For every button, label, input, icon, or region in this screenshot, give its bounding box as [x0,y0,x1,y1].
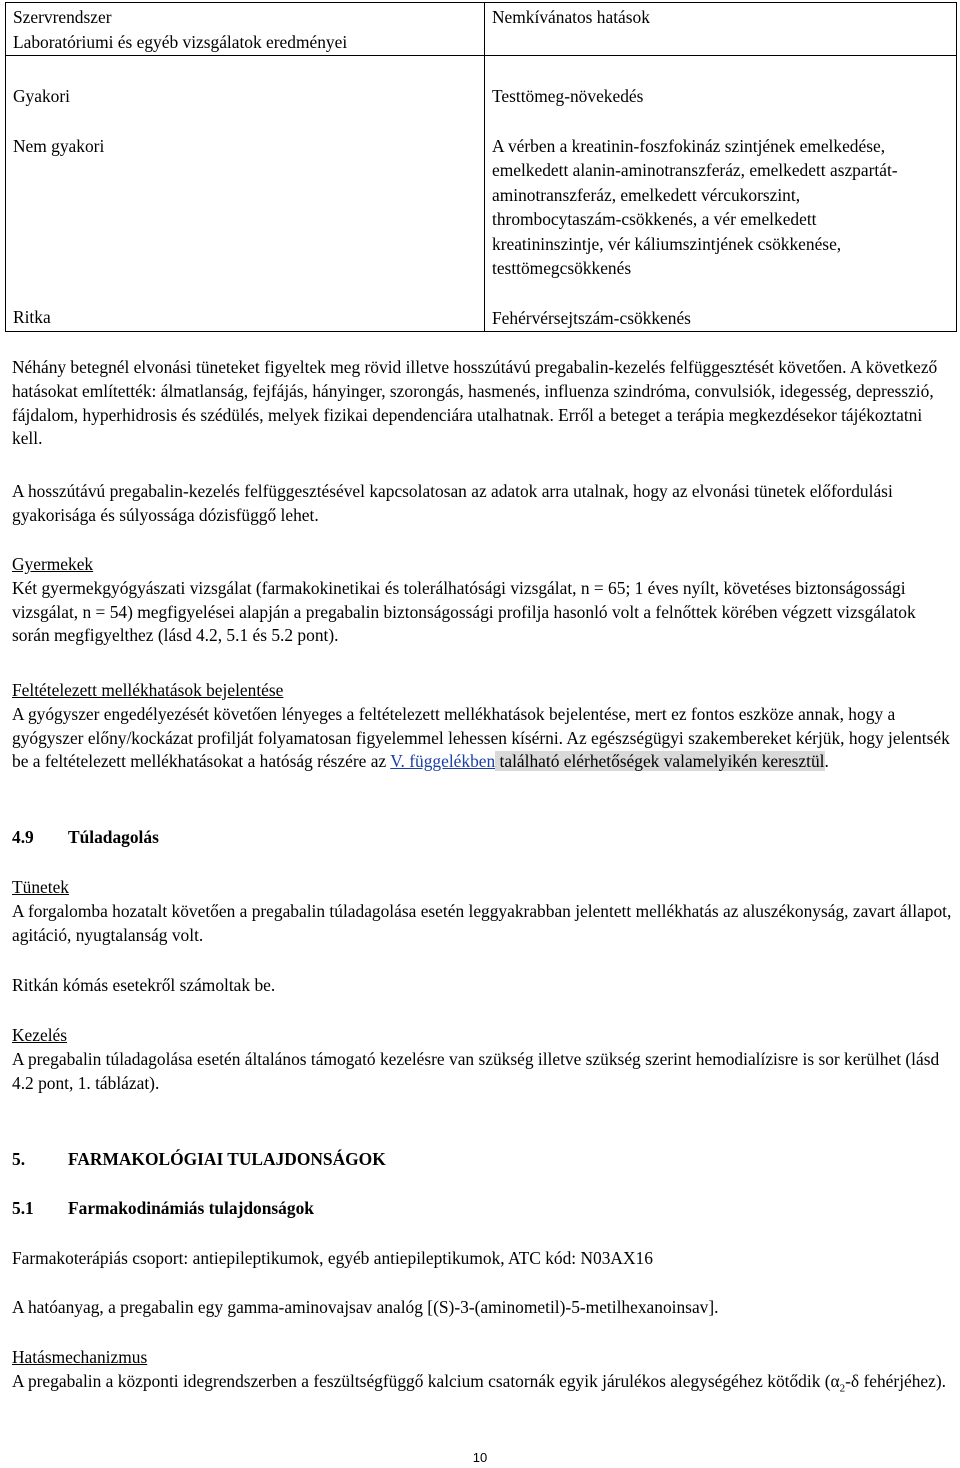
mechanism-text-b: -δ fehérjéhez). [845,1370,947,1391]
section-5-title: FARMAKOLÓGIAI TULAJDONSÁGOK [68,1149,386,1169]
page-number: 10 [472,1450,488,1465]
organ-system-header [6,3,485,56]
section-5-heading [12,1148,952,1172]
table-row [6,56,957,332]
section-5-1-title: Farmakodinámiás tulajdonságok [68,1198,314,1218]
active-substance-text: A hatóanyag, a pregabalin egy gamma-aminovajsav analóg [(S)-3-(aminometil)-5-metilhexanoinsav]. [12,1297,719,1317]
treatment-heading: Kezelés [12,1025,68,1045]
pharmacotherapeutic-group: Farmakoterápiás csoport: antiepileptikumok, egyéb antiepileptikumok, ATC kód: N03AX16 [12,1248,653,1268]
treatment-text: A pregabalin túladagolása esetén általános támogató kezelésre van szükség illetve szükség szerint hemodialízisre is sor kerülhet (lásd 4.2 pont, 1. táblázat). [12,1048,940,1093]
frequency-nem-gyakori: Nem gyakori [13,135,105,156]
reporting-highlight: található elérhetőségek valamelyikén keresztül [495,751,825,772]
section-5-1-heading [12,1197,952,1221]
children-text: Két gyermekgyógyászati vizsgálat (farmakokinetikai és tolerálhatósági vizsgálat, n = 65; 1 éves nyílt, követéses biztonságossági vizsgálat, n = 54) megfigyelései alapján a pregabalin biztonságossági profilja hasonló volt a felnőttek körében végzett vizsgálatok során megfigyelthez (lásd 4.2, 5.1 és 5.2 pont). [12,577,916,646]
mechanism-subscript: 2 [839,1382,846,1395]
withdrawal-paragraph-2: A hosszútávú pregabalin-kezelés felfüggesztésével kapcsolatosan az adatok arra utalnak, hogy az elvonási tünetek előfordulási gyakorisága és súlyossága dózisfüggő lehet. [12,481,893,525]
appendix-v-link[interactable]: V. függelékben [390,751,496,772]
section-5-1-number: 5.1 [12,1198,34,1218]
frequency-cell [6,56,485,332]
reporting-text: A gyógyszer engedélyezését követően lényeges a feltételezett mellékhatások bejelentése, mert ez fontos eszköze annak, hogy a gyógyszer előny/kockázat profilját folyamatosan figyelemmel lehessen kísérni. Az egészségügyi szakembereket kérjük, hogy jelentsék be a feltételezett mellékhatásokat a hatóság részére az [12,703,950,772]
frequency-ritka: Ritka [13,307,51,327]
symptoms-text: A forgalomba hozatalt követően a pregabalin túladagolása esetén leggyakrabban jelentett mellékhatás az aluszékonyság, zavart állapot, agitáció, nyugtalanság volt. [12,900,952,945]
children-heading: Gyermekek [12,554,94,574]
table-header-row [6,3,957,56]
mechanism-section [12,1346,952,1401]
adverse-effects-header-text: Nemkívánatos hatások [492,7,650,27]
symptoms-heading: Tünetek [12,877,69,897]
section-5-number: 5. [12,1149,26,1169]
treatment-section [12,1024,952,1095]
effects-ritka: Fehérvérsejtszám-csökkenés [492,307,691,328]
section-4-9-heading [12,826,952,850]
reporting-text-block [12,703,952,774]
organ-system-header-text: Szervrendszer [13,7,112,27]
effects-gyakori: Testtömeg-növekedés [492,86,644,106]
reporting-end: . [824,751,829,772]
withdrawal-paragraph-1: Néhány betegnél elvonási tüneteket figyeltek meg rövid illetve hosszútávú pregabalin-kezelés felfüggesztését követően. A következő hatásokat említették: álmatlanság, fejfájás, hányinger, szorongás, hasmenés, influenza szindróma, convulsiók, idegesség, depresszió, fájdalom, hyperhidrosis és szédülés, melyek fizikai dependenciára utalhatnak. Erről a beteget a terápia megkezdésekor tájékoztatni kell. [12,357,938,449]
reporting-section [12,679,952,774]
section-4-9-number: 4.9 [12,827,34,847]
frequency-gyakori: Gyakori [13,86,70,106]
section-4-9-title: Túladagolás [68,827,159,847]
mechanism-text [12,1370,952,1401]
rare-text: Ritkán kómás esetekről számoltak be. [12,975,276,995]
mechanism-text-a: A pregabalin a központi idegrendszerben a feszültségfüggő kalcium csatornák egyik járulékos alegységéhez kötődik (α [12,1370,840,1391]
adverse-effects-header [485,3,957,56]
adverse-effects-table [5,2,957,332]
effects-cell [485,56,957,332]
effects-nem-gyakori: A vérben a kreatinin-foszfokináz szintjének emelkedése, emelkedett alanin-aminotranszferáz, emelkedett aszpartát-aminotranszferáz, emelkedett vércukorszint, thrombocytaszám-csökkenés, a vér emelkedett kreatininszintje, vér káliumszintjének csökkenése, testtömegcsökkenés [492,135,898,278]
section-row-label: Laboratóriumi és egyéb vizsgálatok eredményei [13,31,348,52]
symptoms-section [12,876,952,947]
mechanism-heading: Hatásmechanizmus [12,1347,148,1367]
reporting-heading: Feltételezett mellékhatások bejelentése [12,680,284,700]
children-section [12,553,952,648]
